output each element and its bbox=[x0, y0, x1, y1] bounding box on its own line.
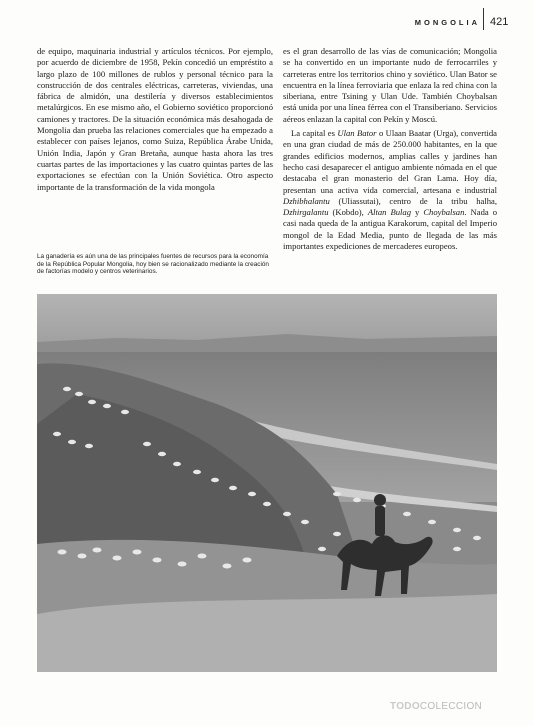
photo-caption: La ganadería es aún una de las principales fuentes de recursos para la economía de la República Popular Mongolia, hoy bien se racionalizado mediante la creación de factorías modelo y centros veterinarios. bbox=[37, 253, 269, 276]
text-run: (Kobdo), bbox=[328, 207, 368, 218]
text-run: (Uliassutai), centro de la tribu halha, bbox=[329, 195, 497, 206]
watermark-part: COLECCION bbox=[419, 701, 483, 712]
city-name-dzhirgalantu: Dzhirgalantu bbox=[283, 207, 329, 218]
photo-illustration bbox=[37, 294, 497, 672]
city-name-altan-bulag: Altan Bulag bbox=[367, 207, 411, 218]
left-text-column bbox=[37, 46, 273, 193]
city-name-ulan-bator: Ulan Bator bbox=[337, 128, 377, 139]
watermark-part: TODO bbox=[390, 701, 420, 712]
city-name-dzhibhalantu: Dzhibhalantu bbox=[283, 195, 330, 206]
right-paragraph-2 bbox=[283, 128, 497, 252]
foreground-earth bbox=[37, 594, 497, 672]
running-head: MONGOLIA bbox=[414, 18, 480, 27]
text-run: La capital es bbox=[291, 128, 338, 139]
watermark bbox=[390, 701, 482, 712]
steppe-herding-photo bbox=[37, 294, 497, 672]
text-run: . Nada o casi nada queda de la antigua Karakorum, capital del Imperio mongol de la Edad Media, punto de llegada de las más importantes expediciones de mercaderes europeos. bbox=[283, 207, 497, 252]
text-run: o Ulaan Baatar (Urga), convertida en una gran ciudad de más de 250.000 habitantes, en la que grandes edificios modernos, amplias calles y jardines han hecho casi desaparecer el antiguo ambiente nómada en el que destacaba el gran monasterio del Gran Lama. Hoy día, presentan una activa vida comercial, artesana e industrial bbox=[283, 128, 497, 195]
right-paragraph-1: es el gran desarrollo de las vías de comunicación; Mongolia se ha convertido en un importante nudo de ferrocarriles y carreteras entre los territorios chino y soviético. Ulan Bator se encuentra en la línea ferroviaria que enlaza la red china con la siberiana, entre Tsining y Ulan Ude. También Choybalsan está unida por una línea férrea con el Transiberiano. Servicios aéreos enlazan la capital con Pekín y Moscú. bbox=[283, 46, 497, 124]
header-divider bbox=[483, 8, 484, 30]
right-text-column bbox=[283, 46, 497, 252]
left-paragraph: de equipo, maquinaria industrial y artículos técnicos. Por ejemplo, por acuerdo de diciembre de 1958, Pekín concedió un empréstito a largo plazo de 100 millones de rublos y personal técnico para la construcción de dos centrales eléctricas, carreteras, viviendas, una fábrica de almidón, una destilería y diversos establecimientos metalúrgicos. En ese mismo año, el Gobierno soviético proporcionó camiones y tractores. De la situación económica más desahogada de Mongolia dan prueba las relaciones comerciales que ha empezado a establecer con países lejanos, como Suiza, República Árabe Unida, Unión India, Japón y Gran Bretaña, aunque hasta ahora las tres cuartas partes de las importaciones y las cuatro quintas partes de las exportaciones se efectúan con la Unión Soviética. Otro aspecto importante de la transformación de la vida mongola bbox=[37, 46, 273, 192]
city-name-choybalsan: Choybalsan bbox=[423, 207, 465, 218]
text-run: y bbox=[411, 207, 424, 218]
page-number: 421 bbox=[490, 16, 509, 28]
